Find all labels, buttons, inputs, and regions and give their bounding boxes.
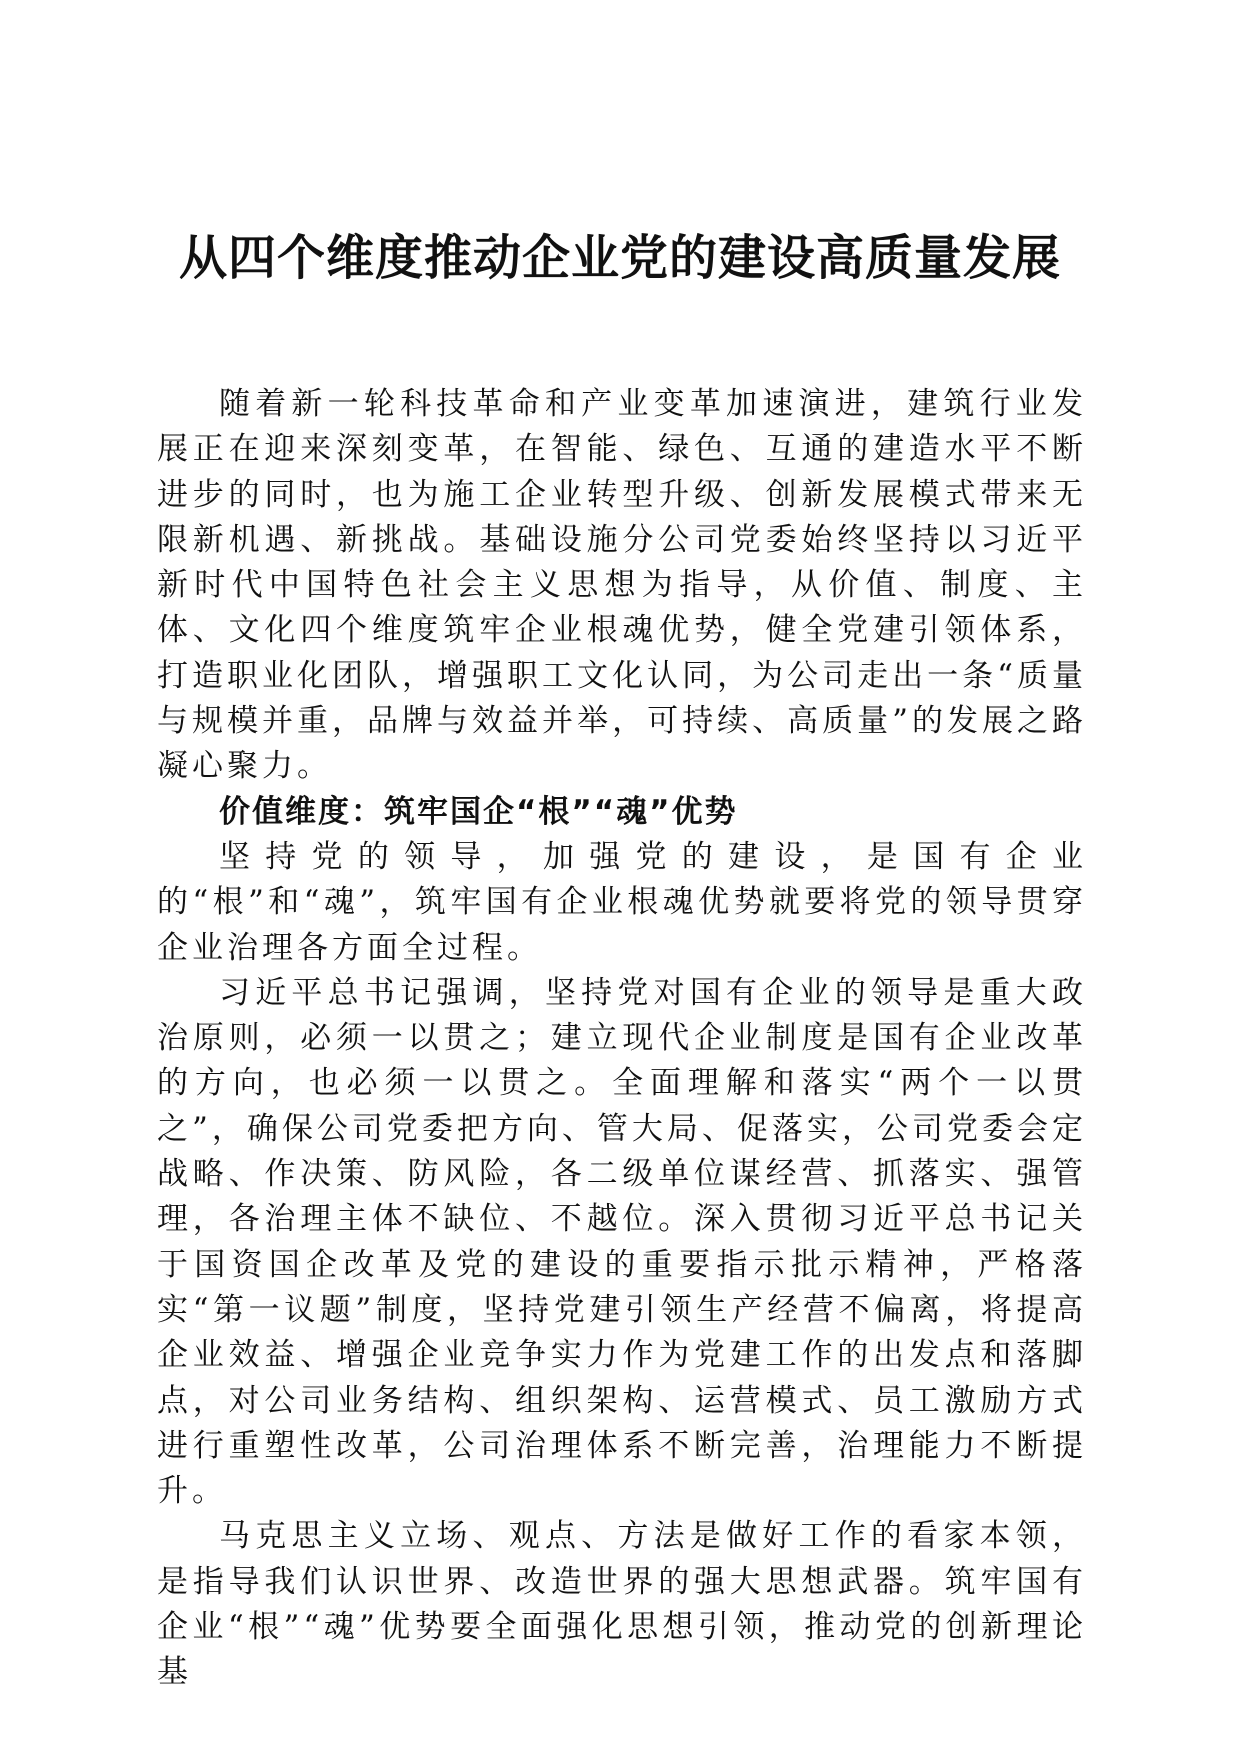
intro-paragraph: 随着新一轮科技革命和产业变革加速演进，建筑行业发展正在迎来深刻变革，在智能、绿色、互通的建造水平不断进步的同时，也为施工企业转型升级、创新发展模式带来无限新机遇、新挑战。基础设施分公司党委始终坚持以习近平新时代中国特色社会主义思想为指导，从价值、制度、主体、文化四个维度筑牢企业根魂优势，健全党建引领体系，打造职业化团队，增强职工文化认同，为公司走出一条“质量与规模并重，品牌与效益并举，可持续、高质量”的发展之路凝心聚力。 <box>157 386 1087 785</box>
document-body <box>157 382 1087 1696</box>
document-title: 从四个维度推动企业党的建设高质量发展 <box>178 230 1061 286</box>
section-heading-value-dimension: 价值维度：筑牢国企“根”“魂”优势 <box>219 793 738 830</box>
section-paragraph-2: 习近平总书记强调，坚持党对国有企业的领导是重大政治原则，必须一以贯之；建立现代企业制度是国有企业改革的方向，也必须一以贯之。全面理解和落实“两个一以贯之”，确保公司党委把方向、管大局、促落实，公司党委会定战略、作决策、防风险，各二级单位谋经营、抓落实、强管理，各治理主体不缺位、不越位。深入贯彻习近平总书记关于国资国企改革及党的建设的重要指示批示精神，严格落实“第一议题”制度，坚持党建引领生产经营不偏离，将提高企业效益、增强企业竞争实力作为党建工作的出发点和落脚点，对公司业务结构、组织架构、运营模式、员工激励方式进行重塑性改革，公司治理体系不断完善，治理能力不断提升。 <box>157 974 1087 1510</box>
section-paragraph-1: 坚持党的领导，加强党的建设，是国有企业的“根”和“魂”，筑牢国有企业根魂优势就要将党的领导贯穿企业治理各方面全过程。 <box>157 838 1087 966</box>
section-paragraph-3: 马克思主义立场、观点、方法是做好工作的看家本领，是指导我们认识世界、改造世界的强大思想武器。筑牢国有企业“根”“魂”优势要全面强化思想引领，推动党的创新理论基 <box>157 1518 1087 1691</box>
